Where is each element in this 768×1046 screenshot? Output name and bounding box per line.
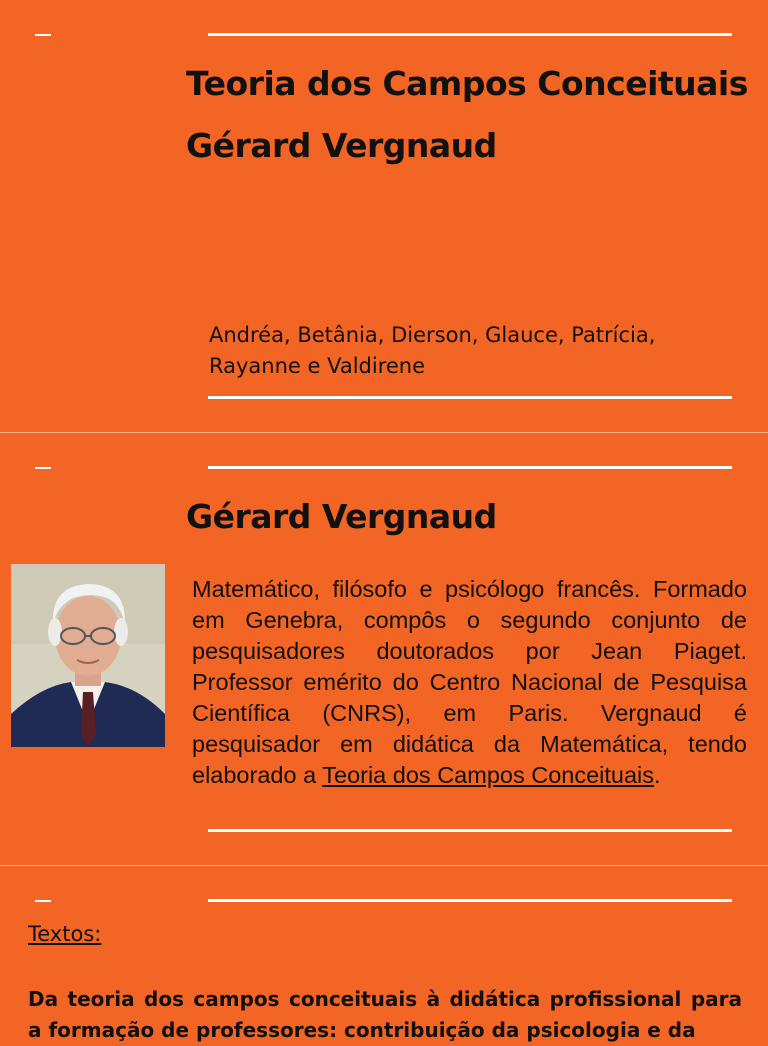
slide-texts [0, 866, 768, 1042]
slide-tick-mark [35, 34, 51, 36]
portrait-photo-icon [11, 564, 165, 747]
text-reference: Da teoria dos campos conceituais à didática profissional para a formação de professores: contribuição da psicologia e da [28, 987, 742, 1042]
slide-bottom-rule [208, 829, 732, 832]
slide-bottom-rule [208, 396, 732, 399]
slide-top-rule [208, 33, 732, 36]
slide-tick-mark [35, 467, 51, 469]
biography-body: Matemático, filósofo e psicólogo francês. Formado em Genebra, compôs o segundo conjunto de pesquisadores doutorados por Jean Piaget. Professor emérito do Centro Nacional de Pesquisa Científica (CNRS), em Paris. Vergnaud é pesquisador em didática da Matemática, tendo elaborado a [192, 576, 747, 788]
theory-link[interactable]: Teoria dos Campos Conceituais [322, 762, 655, 788]
authors-list: Andréa, Betânia, Dierson, Glauce, Patrícia, Rayanne e Valdirene [209, 323, 656, 378]
slide-top-rule [208, 899, 732, 902]
slide-top-rule [208, 466, 732, 469]
biography-text [192, 574, 747, 791]
presentation-subtitle: Gérard Vergnaud [186, 126, 497, 165]
slide-biography [0, 433, 768, 866]
biography-title: Gérard Vergnaud [186, 497, 497, 536]
presentation-title: Teoria dos Campos Conceituais [186, 64, 748, 103]
slide-tick-mark [35, 900, 51, 902]
biography-end: . [654, 762, 661, 788]
slide-title [0, 0, 768, 433]
texts-heading: Textos: [28, 922, 102, 946]
